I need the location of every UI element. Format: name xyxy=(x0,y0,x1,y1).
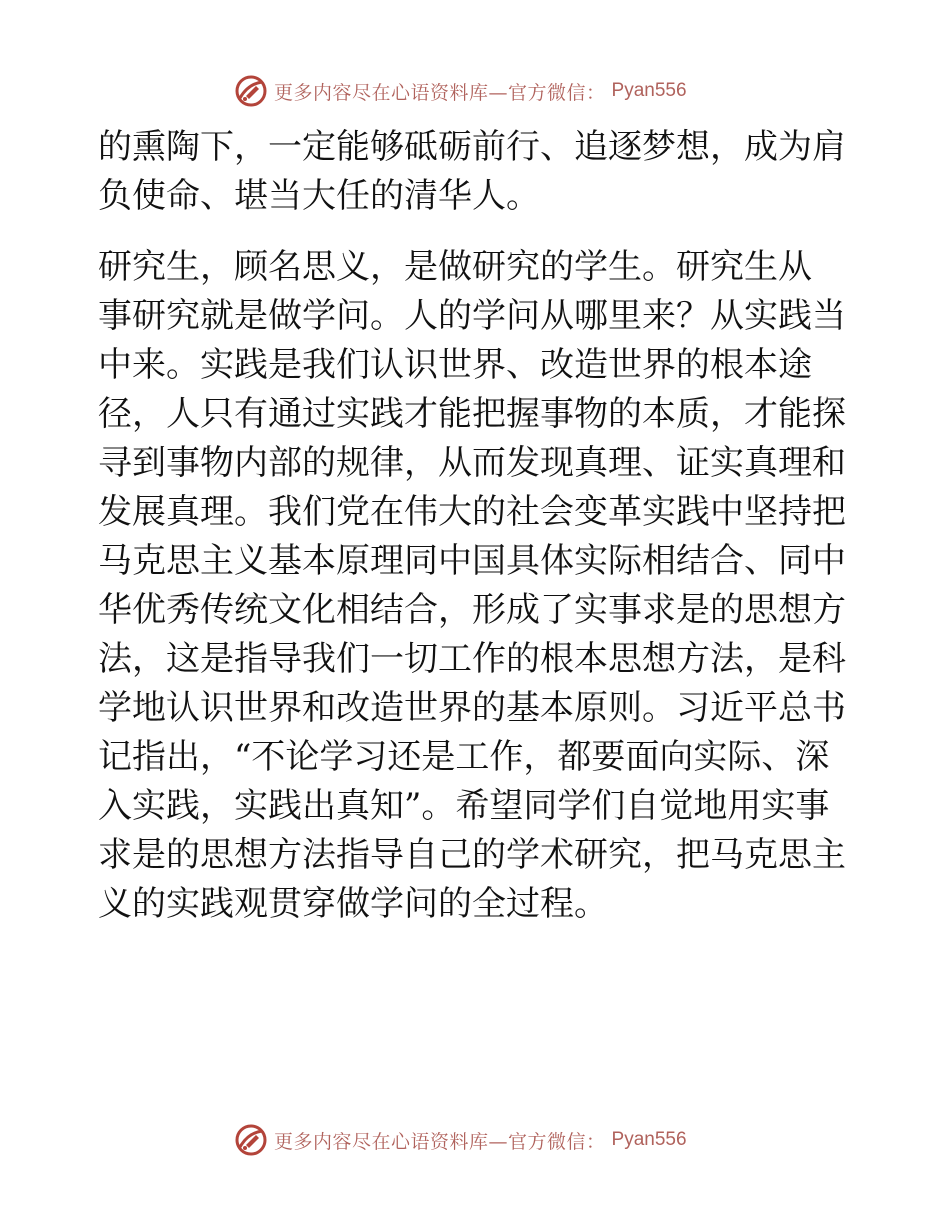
header-banner-wechat-id: Pyan556 xyxy=(611,80,687,101)
text-line: 中来。实践是我们认识世界、改造世界的根本途 xyxy=(98,345,812,385)
text-line: 事研究就是做学问。人的学问从哪里来？从实践当 xyxy=(98,296,846,336)
text-line: 发展真理。我们党在伟大的社会变革实践中坚持把 xyxy=(98,492,846,532)
text-line: 负使命、堪当大任的清华人。 xyxy=(98,176,540,216)
text-line: 法，这是指导我们一切工作的根本思想方法，是科 xyxy=(98,639,846,679)
header-banner-text: 更多内容尽在心语资料库—官方微信： xyxy=(274,81,606,104)
text-line: 研究生，顾名思义，是做研究的学生。研究生从 xyxy=(98,247,812,287)
text-line: 寻到事物内部的规律，从而发现真理、证实真理和 xyxy=(98,443,846,483)
header-watermark-banner xyxy=(234,73,687,109)
text-line: 径，人只有通过实践才能把握事物的本质，才能探 xyxy=(98,394,846,434)
text-line: 记指出，“不论学习还是工作，都要面向实际、深 xyxy=(98,737,830,777)
text-line: 华优秀传统文化相结合，形成了实事求是的思想方 xyxy=(98,590,846,630)
paragraph-spacer xyxy=(98,221,858,243)
text-line: 的熏陶下，一定能够砥砺前行、追逐梦想，成为肩 xyxy=(98,127,846,167)
pen-logo-icon xyxy=(234,1123,268,1157)
paragraph-1 xyxy=(98,123,858,221)
footer-banner-wechat-id: Pyan556 xyxy=(611,1129,687,1150)
pen-logo-icon xyxy=(234,74,268,108)
text-line: 学地认识世界和改造世界的基本原则。习近平总书 xyxy=(98,688,846,728)
body-text xyxy=(98,123,858,929)
text-line: 入实践，实践出真知”。希望同学们自觉地用实事 xyxy=(98,786,830,826)
text-line: 马克思主义基本原理同中国具体实际相结合、同中 xyxy=(98,541,846,581)
footer-banner-text: 更多内容尽在心语资料库—官方微信： xyxy=(274,1130,606,1153)
text-line: 义的实践观贯穿做学问的全过程。 xyxy=(98,884,608,924)
text-line: 求是的思想方法指导自己的学术研究，把马克思主 xyxy=(98,835,846,875)
paragraph-2 xyxy=(98,243,858,929)
footer-watermark-banner xyxy=(234,1122,687,1158)
